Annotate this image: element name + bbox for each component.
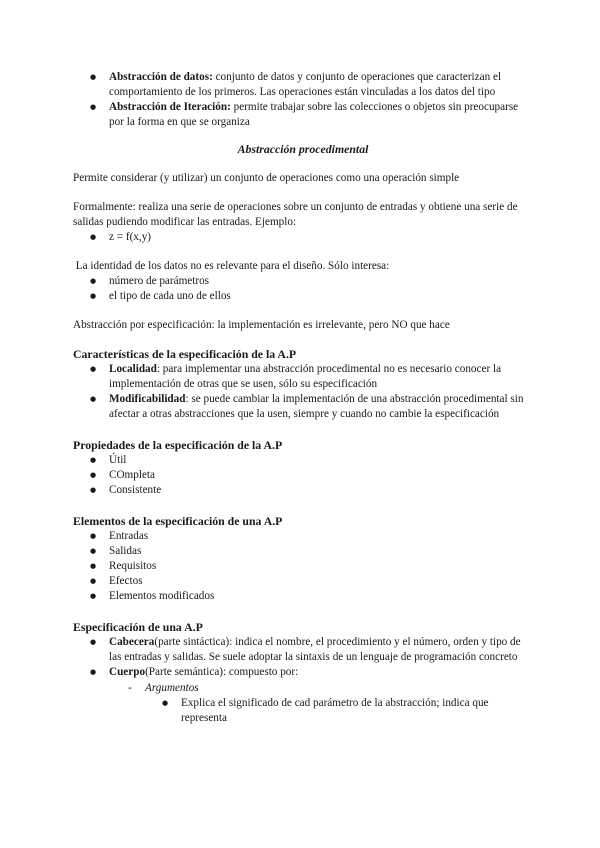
list-item [73, 70, 533, 100]
paragraph: Abstracción por especificación: la implementación es irrelevante, pero NO que hace [73, 319, 450, 331]
list-item [73, 392, 533, 422]
list-item-text: (Parte semántica): compuesto por: [145, 666, 299, 678]
list-item: ● Elementos modificados [73, 589, 533, 604]
list-item-term: Modificabilidad [109, 393, 186, 405]
list-item [73, 362, 533, 392]
heading-elements: Elementos de la especificación de una A.P [73, 514, 283, 528]
list-item: ● número de parámetros [73, 274, 533, 289]
sub-sub-list [145, 696, 533, 726]
list-item [73, 665, 533, 726]
list-item: ● Efectos [73, 574, 533, 589]
list-item-text: permite trabajar sobre las colecciones o objetos sin preocuparse por la forma en que se organiza [109, 101, 519, 128]
intro-list [73, 70, 533, 130]
document-content [73, 70, 533, 726]
sub-list-item [73, 681, 533, 726]
list-item: ● Útil [73, 453, 533, 468]
list-item-text: : para implementar una abstracción procedimental no es necesario conocer la implementación de otras que se usen, sólo su especificación [109, 363, 502, 390]
sub-sub-list-item: ● Explica el significado de cad parámetro de la abstracción; indica que representa [73, 696, 533, 726]
paragraph: Permite considerar (y utilizar) un conjunto de operaciones como una operación simple [73, 172, 460, 184]
specification-list [73, 635, 533, 726]
list-item: ● Consistente [73, 483, 533, 498]
interest-list [73, 274, 533, 304]
paragraph: Formalmente: realiza una serie de operaciones sobre un conjunto de entradas y obtiene una serie de salidas pudiendo modificar las entradas. Ejemplo: [73, 201, 518, 228]
list-item-term: Cabecera [109, 636, 155, 648]
heading-characteristics: Características de la especificación de la A.P [73, 347, 297, 361]
sub-list [109, 681, 533, 726]
list-item: ● Requisitos [73, 559, 533, 574]
list-item-term: Abstracción de Iteración: [109, 101, 231, 113]
list-item: ● Entradas [73, 529, 533, 544]
list-item-text: (parte sintáctica): indica el nombre, el procedimiento y el número, orden y tipo de las entradas y salidas. Se suele adoptar la sintaxis de un lenguaje de programación concreto [109, 636, 521, 663]
characteristics-list [73, 362, 533, 422]
list-item: ● el tipo de cada uno de ellos [73, 289, 533, 304]
list-item [73, 100, 533, 130]
list-item-term: Abstracción de datos: [109, 71, 213, 83]
list-item [73, 635, 533, 665]
sub-list-item-text: Argumentos [145, 682, 199, 694]
paragraph: La identidad de los datos no es relevante para el diseño. Sólo interesa: [73, 260, 390, 272]
elements-list [73, 529, 533, 604]
section-title: Abstracción procedimental [237, 142, 369, 156]
list-item: ● Salidas [73, 544, 533, 559]
list-item-text: : se puede cambiar la implementación de una abstracción procedimental sin afectar a otras abstracciones que la usen, siempre y cuando no cambie la especificación [109, 393, 524, 420]
example-list [73, 230, 533, 245]
list-item-text: conjunto de datos y conjunto de operaciones que caracterizan el comportamiento de los primeros. Las operaciones están vinculadas a los datos del tipo [109, 71, 502, 98]
list-item: ● z = f(x,y) [73, 230, 533, 245]
heading-specification: Especificación de una A.P [73, 620, 203, 634]
list-item: ● COmpleta [73, 468, 533, 483]
heading-properties: Propiedades de la especificación de la A.P [73, 438, 283, 452]
list-item-term: Cuerpo [109, 666, 146, 678]
properties-list [73, 453, 533, 498]
list-item-term: Localidad [109, 363, 157, 375]
